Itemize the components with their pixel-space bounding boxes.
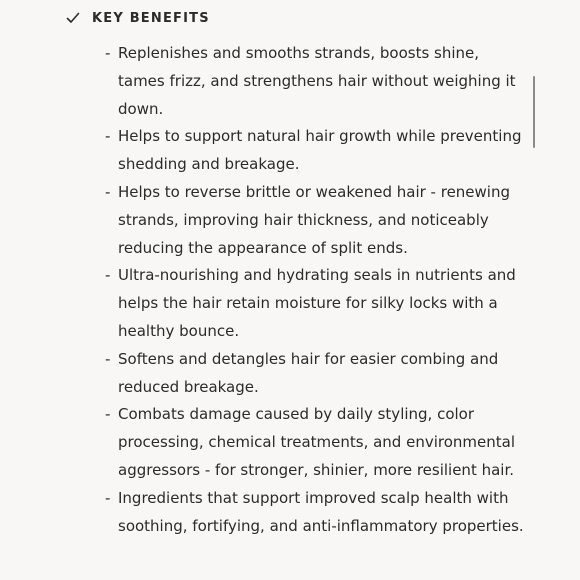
list-item <box>105 485 525 541</box>
list-item <box>105 179 525 262</box>
key-benefits-header[interactable] <box>66 8 210 28</box>
benefit-text: Helps to reverse brittle or weakened hair - renewing strands, improving hair thickness, and noticeably reducing the appearance of split ends. <box>118 182 510 257</box>
list-item <box>105 262 525 345</box>
list-dash: - <box>105 349 111 368</box>
benefit-text: Combats damage caused by daily styling, color processing, chemical treatments, and environmental aggressors - for stronger, shinier, more resilient hair. <box>118 405 515 479</box>
list-item <box>105 40 525 123</box>
vertical-scrollbar[interactable] <box>531 76 537 148</box>
list-dash: - <box>105 182 111 201</box>
benefit-text: Replenishes and smooths strands, boosts shine, tames frizz, and strengthens hair without weighing it down. <box>118 44 516 118</box>
section-title: KEY BENEFITS <box>92 10 210 26</box>
benefit-text: Ingredients that support improved scalp health with soothing, fortifying, and anti-inflammatory properties. <box>118 488 524 535</box>
benefits-list <box>105 40 525 540</box>
benefit-text: Helps to support natural hair growth while preventing shedding and breakage. <box>118 127 522 174</box>
list-dash: - <box>105 127 111 146</box>
checkmark-icon <box>66 11 80 25</box>
scrollbar-thumb[interactable] <box>533 76 535 148</box>
list-item <box>105 123 525 179</box>
list-item <box>105 401 525 484</box>
list-dash: - <box>105 44 111 62</box>
benefit-text: Softens and detangles hair for easier combing and reduced breakage. <box>118 349 499 396</box>
list-dash: - <box>105 266 111 285</box>
list-dash: - <box>105 405 111 424</box>
benefit-text: Ultra-nourishing and hydrating seals in nutrients and helps the hair retain moisture for silky locks with a healthy bounce. <box>118 266 516 340</box>
list-item <box>105 346 525 402</box>
list-dash: - <box>105 488 111 507</box>
